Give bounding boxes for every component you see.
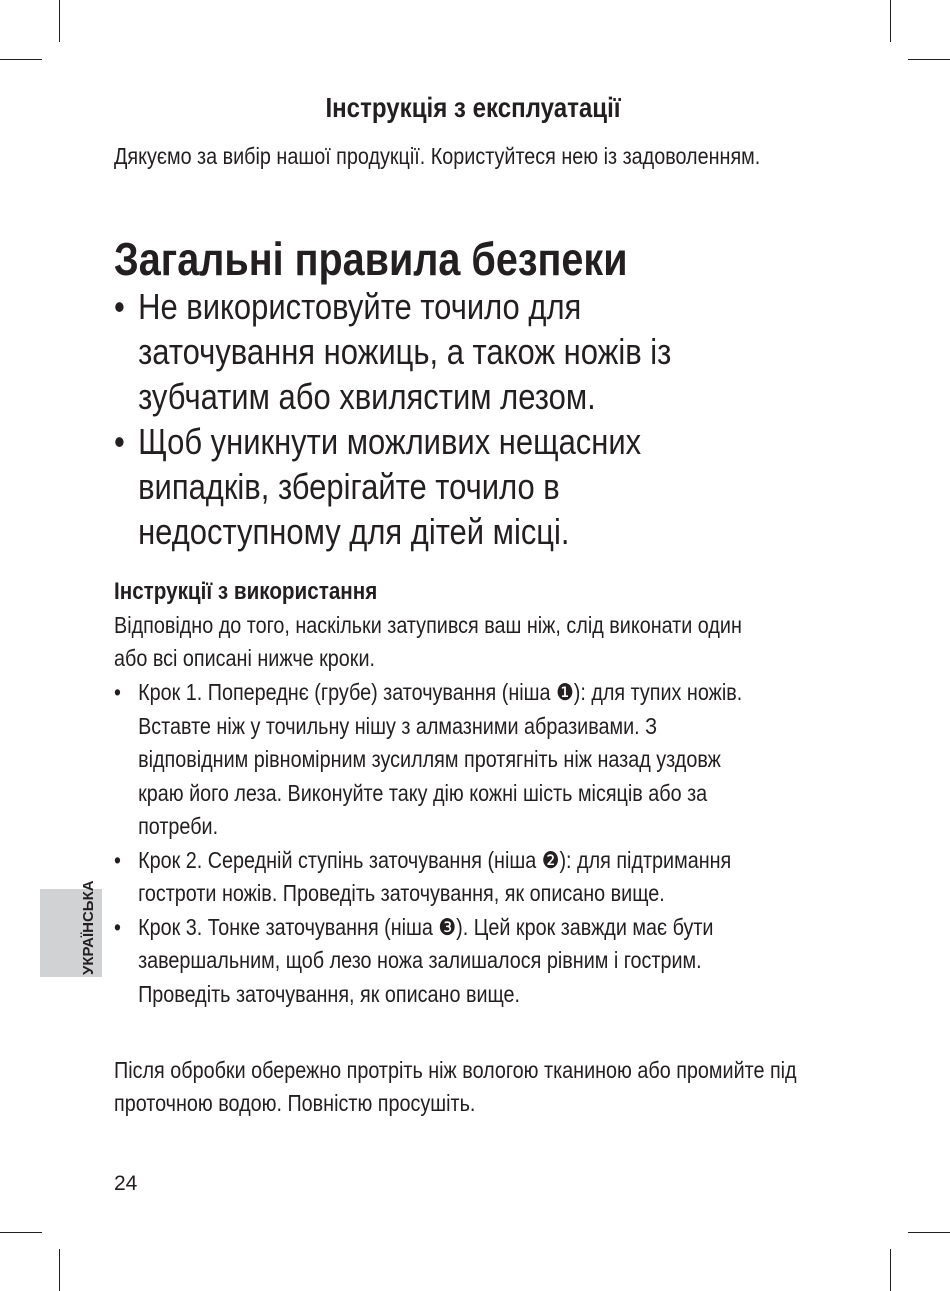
safety-item: • Не використовуйте точило для заточування ножиць, а також ножів із зубчатим або хвилястим лезом. (114, 284, 682, 419)
safety-heading-text: Загальні правила безпеки (114, 233, 628, 285)
step-item: • Крок 2. Середній ступінь заточування (ніша ❷): для підтримання гостроти ножів. Проведіть заточування, як описано вище. (114, 844, 768, 911)
crop-mark (59, 0, 60, 42)
crop-mark (0, 1232, 42, 1233)
intro-paragraph: Дякуємо за вибір нашої продукції. Користуйтеся нею із задоволенням. (114, 143, 761, 169)
intro-text (114, 140, 874, 172)
closing-text (114, 1054, 874, 1120)
usage-intro (114, 609, 874, 675)
steps-list-inner (114, 676, 768, 1011)
crop-mark (890, 1249, 891, 1291)
crop-mark (908, 59, 950, 60)
language-label: УКРАЇНСЬКА (80, 880, 97, 975)
usage-heading-text: Інструкції з використання (114, 578, 378, 605)
crop-mark (0, 59, 42, 60)
step-item: • Крок 1. Попереднє (грубе) заточування (ніша ❶): для тупих ножів. Вставте ніж у точильну нішу з алмазними абразивами. З відповідним рівномірним зусиллям протягніть ніж назад уздовж краю його леза. Виконуйте таку дію кожні шість місяців або за потреби. (114, 676, 768, 844)
crop-mark (59, 1249, 60, 1291)
safety-list-inner (114, 284, 682, 554)
page-number: 24 (114, 1172, 138, 1195)
usage-heading (114, 578, 420, 606)
steps-list (114, 676, 874, 1011)
page-header-title: Інструкція з експлуатації (325, 92, 621, 123)
closing-paragraph: Після обробки обережно протріть ніж вологою тканиною або промийте під проточною водою. Повністю просушіть. (114, 1057, 797, 1116)
crop-mark (908, 1232, 950, 1233)
crop-mark (890, 0, 891, 42)
usage-intro-paragraph: Відповідно до того, наскільки затупився ваш ніж, слід виконати один або всі описані нижче кроки. (114, 612, 742, 671)
step-item: • Крок 3. Тонке заточування (ніша ❸). Цей крок завжди має бути завершальним, щоб лезо ножа залишалося рівним і гострим. Проведіть заточування, як описано вище. (114, 911, 768, 1012)
safety-heading (114, 232, 711, 286)
safety-item: • Щоб уникнути можливих нещасних випадків, зберігайте точило в недоступному для дітей місці. (114, 419, 682, 554)
safety-list (114, 284, 834, 554)
